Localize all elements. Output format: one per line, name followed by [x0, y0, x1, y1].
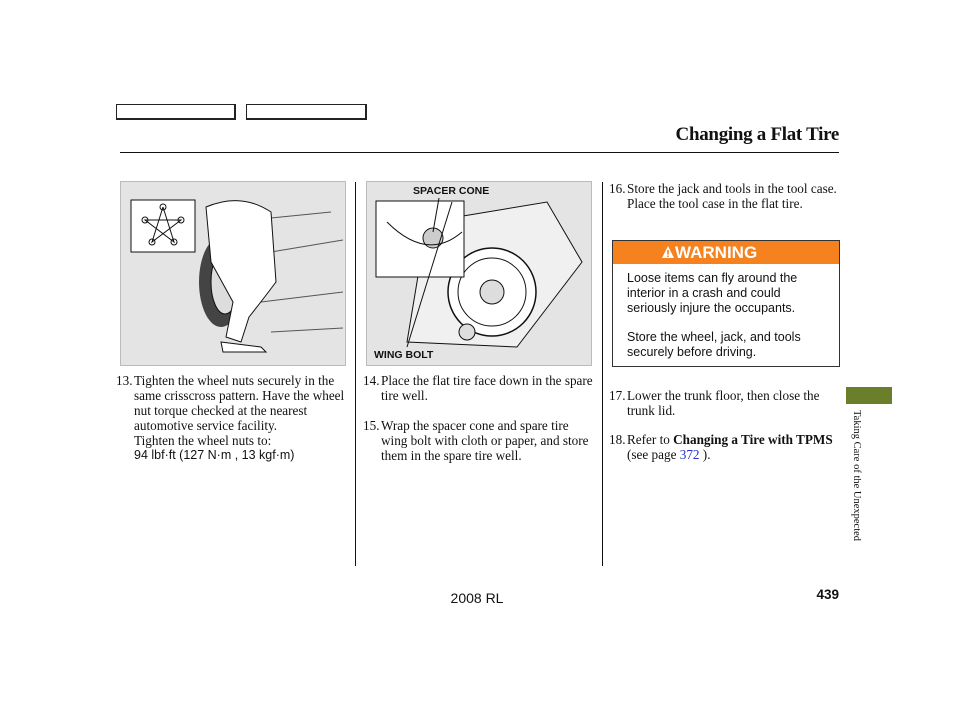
section-tab-label: Taking Care of the Unexpected [851, 410, 862, 542]
step-14: 14. Place the flat tire face down in the spare tire well. [363, 373, 593, 403]
step-15: 15. Wrap the spacer cone and spare tire wing bolt with cloth or paper, and store them in the spare tire well. [363, 418, 593, 463]
column-divider-1 [355, 182, 356, 566]
step-13-subtext: Tighten the wheel nuts to: [134, 433, 272, 448]
warning-box [612, 240, 840, 367]
footer-model: 2008 RL [450, 590, 504, 606]
spare-tire-well-illustration [367, 182, 592, 366]
step-16: 16. Store the jack and tools in the tool case. Place the tool case in the flat tire. [609, 181, 841, 211]
spacer-cone-label: SPACER CONE [413, 185, 490, 197]
wing-bolt-label: WING BOLT [374, 349, 434, 361]
step-15-text: Wrap the spacer cone and spare tire wing bolt with cloth or paper, and store them in the spare tire well. [381, 418, 589, 463]
step-17-text: Lower the trunk floor, then close the trunk lid. [627, 388, 820, 418]
page-number: 439 [816, 587, 839, 602]
step-17: 17. Lower the trunk floor, then close the trunk lid. [609, 388, 841, 418]
section-tab [846, 387, 892, 404]
header-rule [120, 152, 839, 153]
warning-header [613, 241, 839, 264]
step-13-text: Tighten the wheel nuts securely in the same crisscross pattern. Have the wheel nut torque checked at the nearest automotive service facility. [134, 373, 345, 433]
warning-heading: WARNING [675, 243, 758, 262]
warning-paragraph-1: Loose items can fly around the interior in a crash and could seriously injure the occupants. [627, 271, 798, 315]
step-13: 13. Tighten the wheel nuts securely in the same crisscross pattern. Have the wheel nut torque checked at the nearest automotive service facility. Tighten the wheel nuts to: 94 lbf·ft (127 N·m , 13 kgf·m) [116, 373, 348, 463]
cross-reference-title: Changing a Tire with TPMS [673, 432, 833, 447]
step-16-text: Store the jack and tools in the tool case. Place the tool case in the flat tire. [627, 181, 837, 211]
nav-tab-1[interactable] [116, 104, 236, 120]
tighten-nuts-illustration [121, 182, 346, 366]
figure-tighten-nuts [120, 181, 346, 366]
page-link-372[interactable]: 372 [679, 447, 700, 462]
warning-paragraph-2: Store the wheel, jack, and tools securely before driving. [627, 330, 801, 359]
figure-spare-well [366, 181, 592, 366]
step-14-text: Place the flat tire face down in the spare tire well. [381, 373, 593, 403]
step-18: 18. Refer to Changing a Tire with TPMS (see page 372 ). [609, 432, 833, 462]
page-title: Changing a Flat Tire [675, 124, 839, 145]
torque-spec: 94 lbf·ft (127 N·m , 13 kgf·m) [134, 448, 295, 462]
nav-tab-2[interactable] [246, 104, 367, 120]
warning-triangle-icon [661, 245, 675, 259]
column-divider-2 [602, 182, 603, 566]
